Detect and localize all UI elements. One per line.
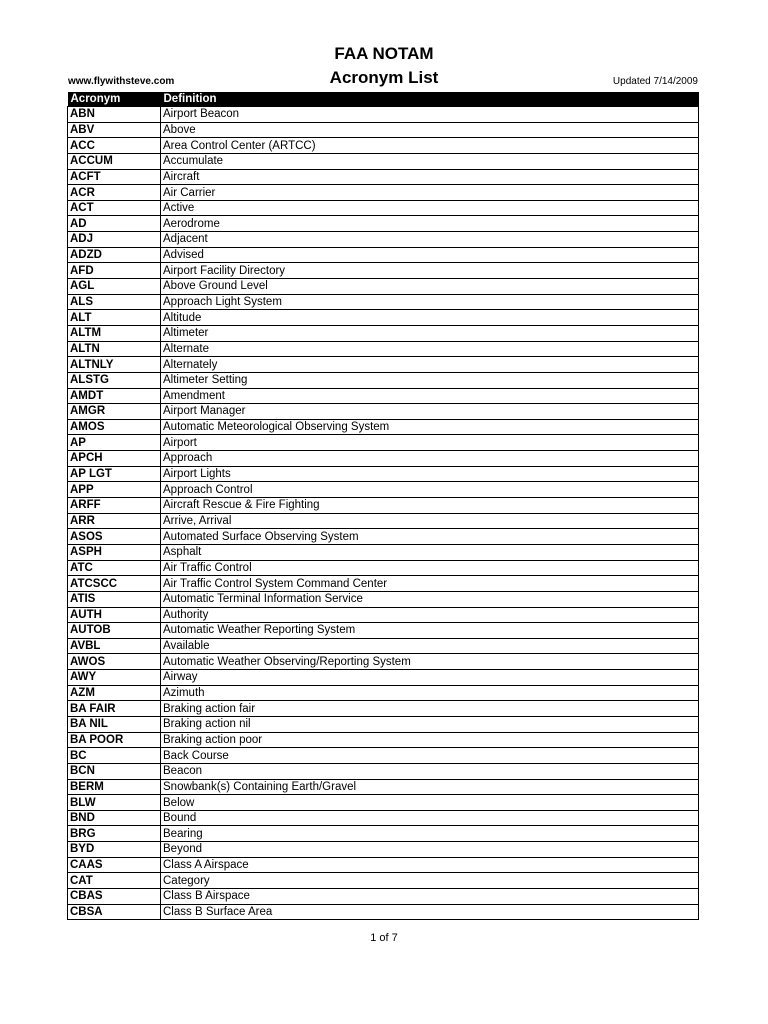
table-row: [68, 357, 699, 373]
acronym-cell: ACFT: [68, 169, 161, 185]
acronym-cell: ACR: [68, 185, 161, 201]
definition-cell: Above Ground Level: [161, 279, 699, 295]
column-header-definition: Definition: [161, 92, 699, 107]
table-row: [68, 341, 699, 357]
acronym-cell: BA NIL: [68, 716, 161, 732]
table-row: [68, 216, 699, 232]
acronym-cell: ALS: [68, 294, 161, 310]
table-row: [68, 169, 699, 185]
acronym-cell: ALT: [68, 310, 161, 326]
table-row: [68, 419, 699, 435]
definition-cell: Alternately: [161, 357, 699, 373]
acronym-cell: ATC: [68, 560, 161, 576]
table-row: [68, 107, 699, 123]
table-row: [68, 138, 699, 154]
definition-cell: Automatic Terminal Information Service: [161, 591, 699, 607]
definition-cell: Class A Airspace: [161, 857, 699, 873]
acronym-cell: BA FAIR: [68, 701, 161, 717]
table-row: [68, 560, 699, 576]
table-row: [68, 685, 699, 701]
acronym-cell: CBSA: [68, 904, 161, 920]
table-row: [68, 826, 699, 842]
document-title: FAA NOTAM: [334, 44, 434, 63]
definition-cell: Airport: [161, 435, 699, 451]
table-row: [68, 904, 699, 920]
table-row: [68, 388, 699, 404]
table-row: [68, 529, 699, 545]
definition-cell: Braking action nil: [161, 716, 699, 732]
table-row: [68, 279, 699, 295]
table-row: [68, 701, 699, 717]
table-row: [68, 591, 699, 607]
acronym-cell: AWOS: [68, 654, 161, 670]
acronym-cell: CAAS: [68, 857, 161, 873]
column-header-acronym: Acronym: [68, 92, 161, 107]
definition-cell: Automated Surface Observing System: [161, 529, 699, 545]
table-row: [68, 810, 699, 826]
definition-cell: Beacon: [161, 763, 699, 779]
definition-cell: Snowbank(s) Containing Earth/Gravel: [161, 779, 699, 795]
definition-cell: Active: [161, 200, 699, 216]
definition-cell: Automatic Meteorological Observing System: [161, 419, 699, 435]
table-row: [68, 263, 699, 279]
acronym-cell: ACC: [68, 138, 161, 154]
definition-cell: Beyond: [161, 842, 699, 858]
definition-cell: Aircraft: [161, 169, 699, 185]
table-row: [68, 247, 699, 263]
table-row: [68, 404, 699, 420]
definition-cell: Advised: [161, 247, 699, 263]
acronym-cell: CBAS: [68, 889, 161, 905]
acronym-cell: BRG: [68, 826, 161, 842]
definition-cell: Bound: [161, 810, 699, 826]
definition-cell: Airport Facility Directory: [161, 263, 699, 279]
table-row: [68, 873, 699, 889]
table-row: [68, 763, 699, 779]
table-header-row: [68, 92, 699, 107]
table-row: [68, 498, 699, 514]
acronym-cell: BA POOR: [68, 732, 161, 748]
website-link[interactable]: www.flywithsteve.com: [68, 76, 175, 87]
table-row: [68, 607, 699, 623]
definition-cell: Class B Airspace: [161, 889, 699, 905]
definition-cell: Airport Beacon: [161, 107, 699, 123]
page-number: 1 of 7: [370, 932, 398, 944]
acronym-cell: BND: [68, 810, 161, 826]
acronym-cell: AGL: [68, 279, 161, 295]
definition-cell: Above: [161, 122, 699, 138]
acronym-cell: BC: [68, 748, 161, 764]
acronym-cell: ABV: [68, 122, 161, 138]
definition-cell: Bearing: [161, 826, 699, 842]
definition-cell: Altimeter: [161, 325, 699, 341]
acronym-cell: ARFF: [68, 498, 161, 514]
definition-cell: Amendment: [161, 388, 699, 404]
acronym-cell: ACT: [68, 200, 161, 216]
definition-cell: Asphalt: [161, 544, 699, 560]
definition-cell: Azimuth: [161, 685, 699, 701]
acronym-cell: AVBL: [68, 638, 161, 654]
acronym-cell: APP: [68, 482, 161, 498]
definition-cell: Available: [161, 638, 699, 654]
table-body: [68, 107, 699, 920]
acronym-table: [67, 92, 699, 920]
table-row: [68, 779, 699, 795]
table-row: [68, 748, 699, 764]
table-row: [68, 451, 699, 467]
table-row: [68, 185, 699, 201]
table-row: [68, 513, 699, 529]
definition-cell: Approach: [161, 451, 699, 467]
acronym-cell: BERM: [68, 779, 161, 795]
acronym-cell: BLW: [68, 795, 161, 811]
definition-cell: Airway: [161, 670, 699, 686]
definition-cell: Approach Light System: [161, 294, 699, 310]
definition-cell: Approach Control: [161, 482, 699, 498]
definition-cell: Air Traffic Control System Command Center: [161, 576, 699, 592]
acronym-cell: BYD: [68, 842, 161, 858]
acronym-cell: AMGR: [68, 404, 161, 420]
table-row: [68, 153, 699, 169]
definition-cell: Aircraft Rescue & Fire Fighting: [161, 498, 699, 514]
definition-cell: Air Carrier: [161, 185, 699, 201]
definition-cell: Braking action fair: [161, 701, 699, 717]
table-row: [68, 623, 699, 639]
table-row: [68, 482, 699, 498]
definition-cell: Alternate: [161, 341, 699, 357]
document-subtitle: Acronym List: [329, 68, 439, 87]
acronym-cell: ASOS: [68, 529, 161, 545]
definition-cell: Altitude: [161, 310, 699, 326]
acronym-cell: ALTM: [68, 325, 161, 341]
acronym-cell: ARR: [68, 513, 161, 529]
table-row: [68, 716, 699, 732]
acronym-cell: AMDT: [68, 388, 161, 404]
table-row: [68, 795, 699, 811]
acronym-cell: ATIS: [68, 591, 161, 607]
definition-cell: Back Course: [161, 748, 699, 764]
table-row: [68, 325, 699, 341]
table-row: [68, 576, 699, 592]
definition-cell: Arrive, Arrival: [161, 513, 699, 529]
acronym-cell: ALTN: [68, 341, 161, 357]
definition-cell: Altimeter Setting: [161, 372, 699, 388]
definition-cell: Adjacent: [161, 232, 699, 248]
table-row: [68, 466, 699, 482]
definition-cell: Below: [161, 795, 699, 811]
table-row: [68, 638, 699, 654]
definition-cell: Automatic Weather Observing/Reporting System: [161, 654, 699, 670]
acronym-cell: ALTNLY: [68, 357, 161, 373]
acronym-cell: APCH: [68, 451, 161, 467]
definition-cell: Authority: [161, 607, 699, 623]
table-row: [68, 544, 699, 560]
acronym-cell: AP: [68, 435, 161, 451]
acronym-cell: ASPH: [68, 544, 161, 560]
definition-cell: Area Control Center (ARTCC): [161, 138, 699, 154]
acronym-cell: AFD: [68, 263, 161, 279]
acronym-cell: BCN: [68, 763, 161, 779]
acronym-cell: ATCSCC: [68, 576, 161, 592]
acronym-cell: AWY: [68, 670, 161, 686]
table-row: [68, 372, 699, 388]
acronym-cell: ALSTG: [68, 372, 161, 388]
acronym-cell: AMOS: [68, 419, 161, 435]
definition-cell: Accumulate: [161, 153, 699, 169]
definition-cell: Aerodrome: [161, 216, 699, 232]
acronym-cell: CAT: [68, 873, 161, 889]
acronym-cell: AD: [68, 216, 161, 232]
acronym-cell: ADJ: [68, 232, 161, 248]
table-row: [68, 654, 699, 670]
table-row: [68, 435, 699, 451]
table-row: [68, 200, 699, 216]
definition-cell: Airport Manager: [161, 404, 699, 420]
acronym-cell: AUTH: [68, 607, 161, 623]
table-row: [68, 310, 699, 326]
table-row: [68, 232, 699, 248]
acronym-cell: ABN: [68, 107, 161, 123]
definition-cell: Automatic Weather Reporting System: [161, 623, 699, 639]
table-row: [68, 670, 699, 686]
definition-cell: Airport Lights: [161, 466, 699, 482]
table-row: [68, 294, 699, 310]
acronym-cell: AZM: [68, 685, 161, 701]
table-row: [68, 842, 699, 858]
acronym-cell: ADZD: [68, 247, 161, 263]
definition-cell: Category: [161, 873, 699, 889]
definition-cell: Air Traffic Control: [161, 560, 699, 576]
definition-cell: Braking action poor: [161, 732, 699, 748]
table-row: [68, 122, 699, 138]
table-row: [68, 732, 699, 748]
acronym-cell: AUTOB: [68, 623, 161, 639]
table-row: [68, 889, 699, 905]
acronym-cell: ACCUM: [68, 153, 161, 169]
table-row: [68, 857, 699, 873]
acronym-cell: AP LGT: [68, 466, 161, 482]
definition-cell: Class B Surface Area: [161, 904, 699, 920]
updated-date: Updated 7/14/2009: [612, 76, 698, 87]
